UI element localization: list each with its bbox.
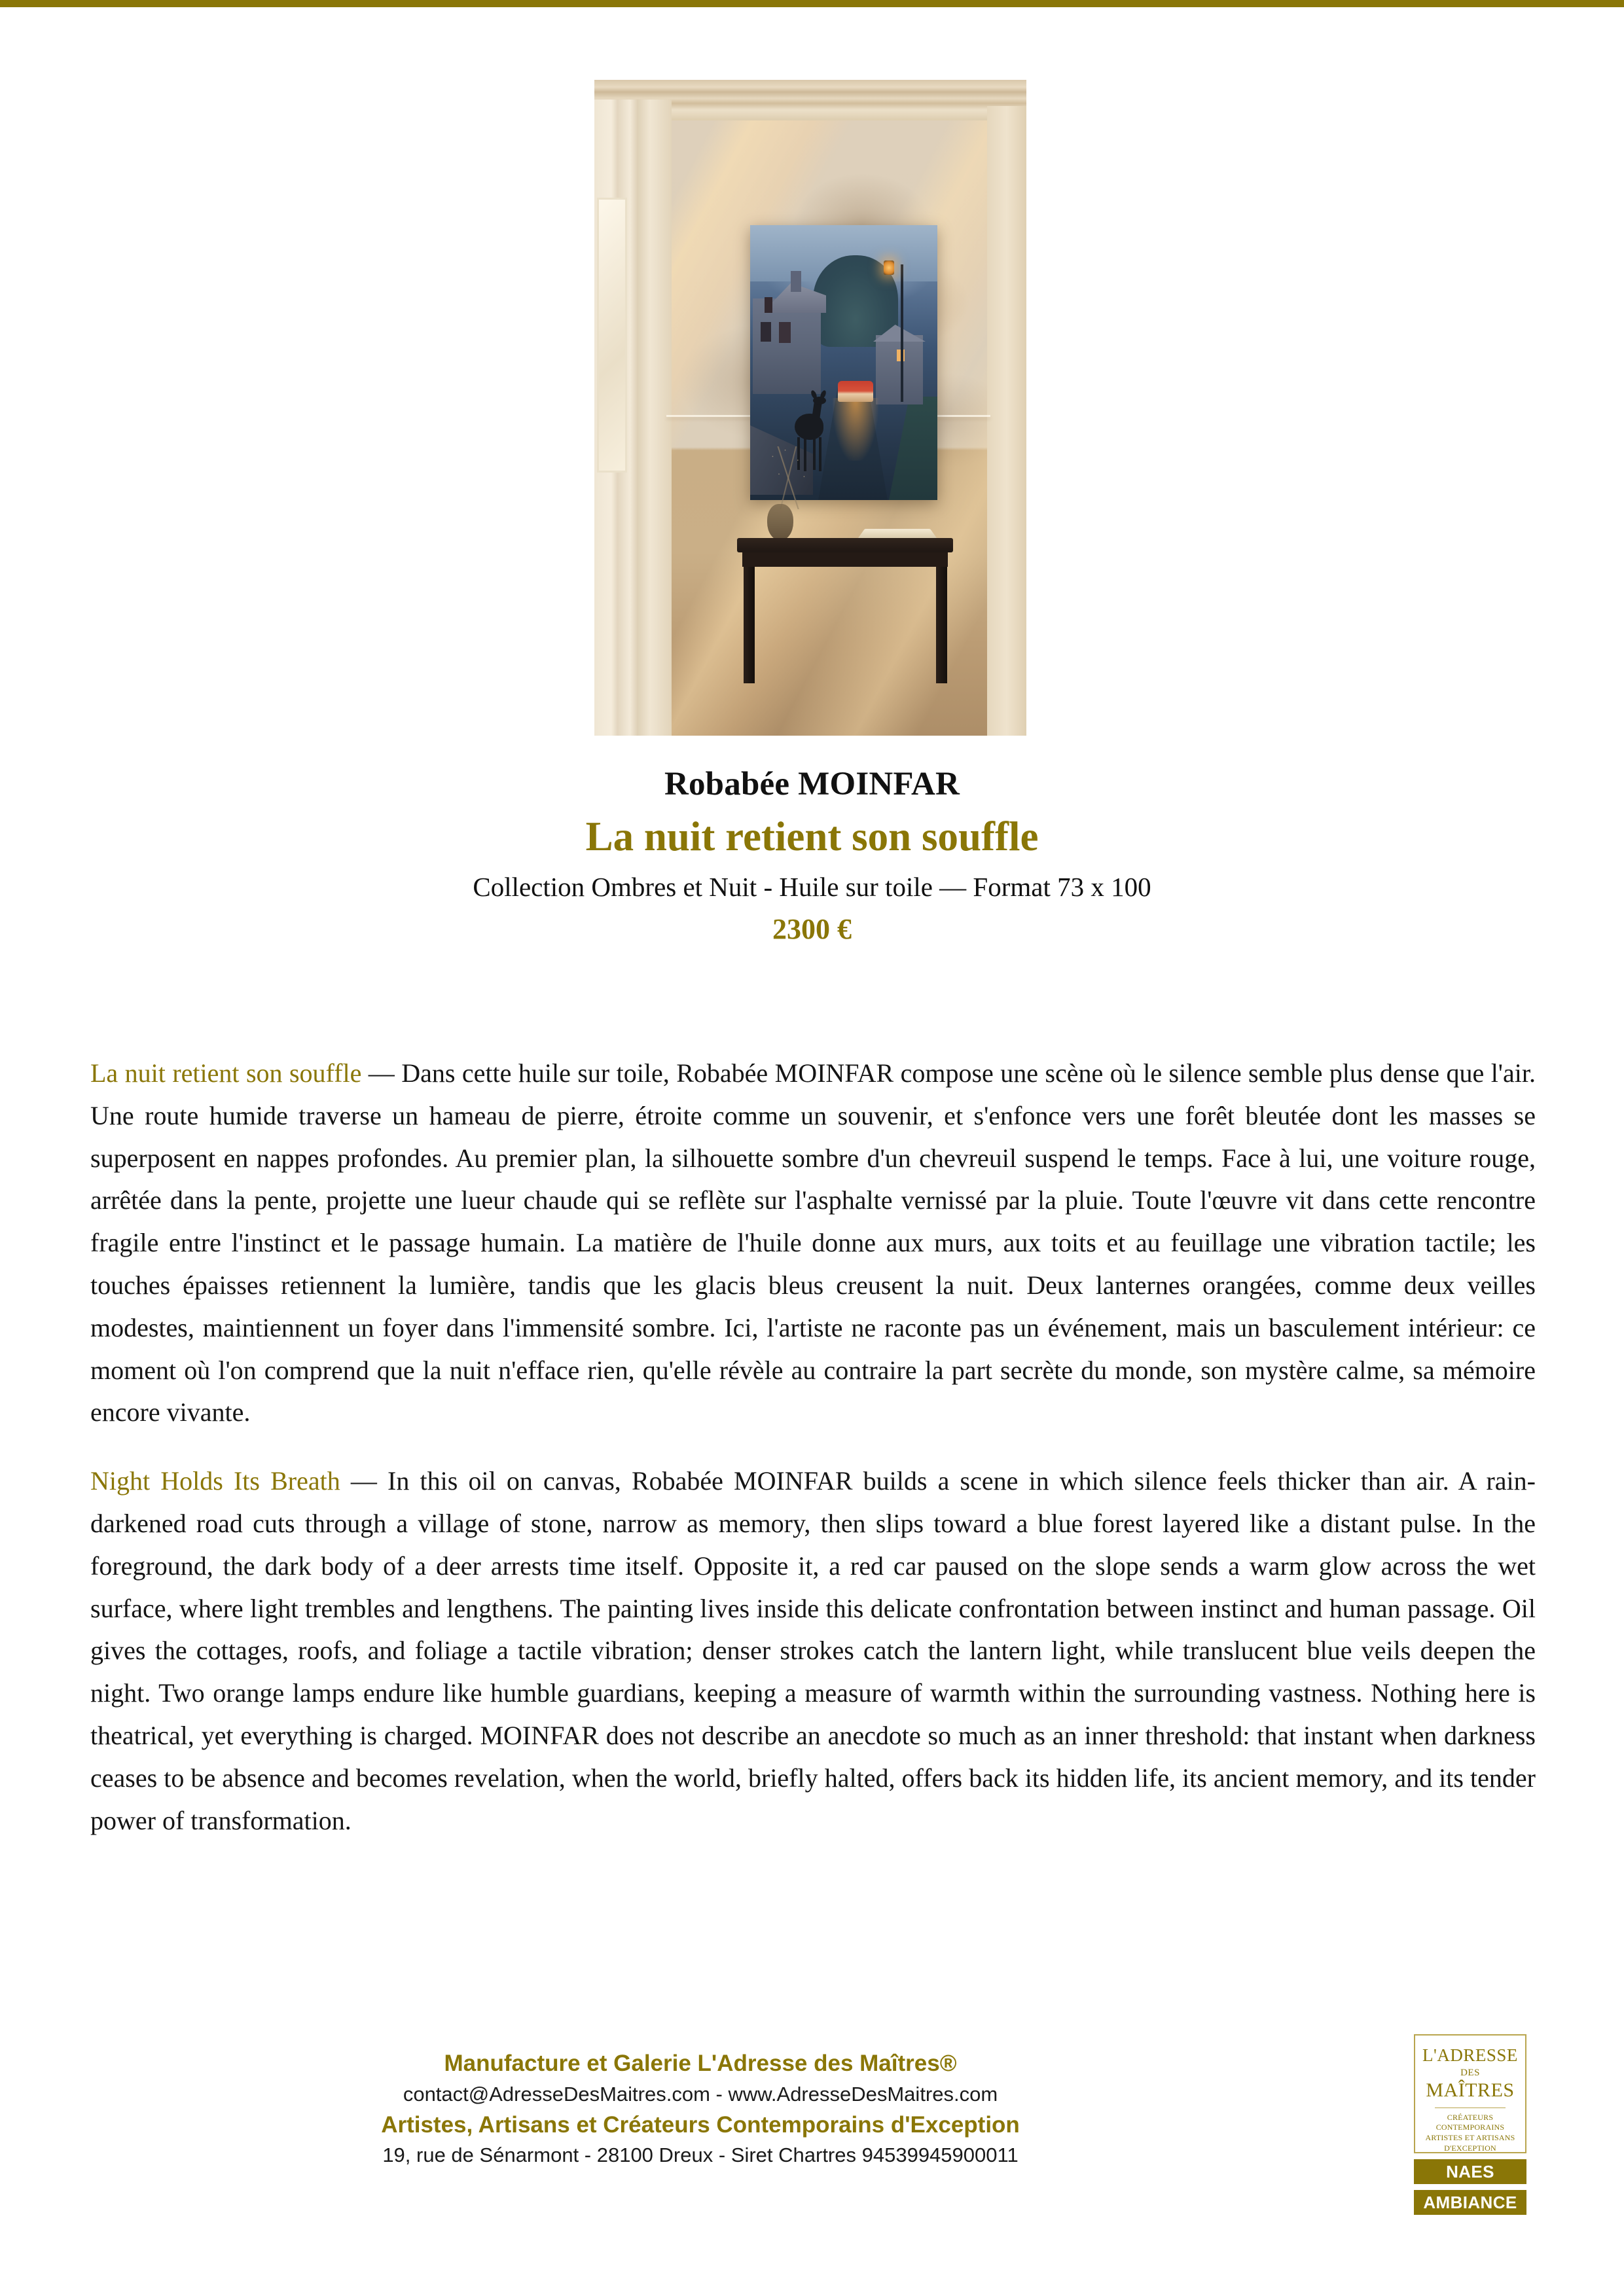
- description-lede-fr: La nuit retient son souffle: [90, 1058, 362, 1088]
- deer-leg: [819, 437, 821, 471]
- footer-tagline: Artistes, Artisans et Créateurs Contemporains d'Exception: [381, 2111, 1020, 2138]
- logo-line-maitres: MAÎTRES: [1426, 2079, 1515, 2102]
- badge-naes: NAES: [1414, 2159, 1526, 2184]
- console-table-apron: [742, 552, 948, 567]
- logo-line-adresse: L'ADRESSE: [1422, 2045, 1518, 2065]
- painted-lantern: [884, 260, 894, 275]
- adresse-des-maitres-logo: [1414, 2034, 1526, 2153]
- painted-window: [779, 322, 791, 343]
- footer-company-name: Manufacture et Galerie L'Adresse des Maîtres®: [444, 2051, 957, 2076]
- painted-headlight-glow: [833, 398, 878, 461]
- top-gold-rule: [0, 0, 1624, 7]
- painted-chimney: [791, 271, 801, 292]
- page-title: La nuit retient son souffle: [585, 814, 1039, 860]
- dried-branches: [763, 446, 816, 509]
- console-table-leg: [744, 567, 755, 683]
- artwork-subtitle: Collection Ombres et Nuit - Huile sur toile — Format 73 x 100: [473, 872, 1151, 903]
- logo-subline-artistes: ARTISTES ET ARTISANS: [1425, 2133, 1515, 2143]
- artwork-photo: [594, 80, 1026, 736]
- console-table-top: [737, 538, 953, 552]
- logo-line-des: DES: [1460, 2067, 1480, 2078]
- painted-red-car: [838, 381, 873, 402]
- artwork-title-block: [0, 764, 1624, 947]
- description-body-fr: — Dans cette huile sur toile, Robabée MOINFAR compose une scène où le silence semble plus dense que l'air. Une route humide traverse un hameau de pierre, étroite comme un souvenir, et s'enfonce vers une forêt bleutée dont les masses se superposent en nappes profondes. Au premier plan, la silhouette sombre d'un chevreuil suspend le temps. Face à lui, une voiture rouge, arrêtée dans la pente, projette une lueur chaude qui se reflète sur l'asphalte vernissé par la pluie. Toute l'œuvre vit dans cette rencontre fragile entre l'instinct et le passage humain. La matière de l'huile donne aux murs, aux toits et au feuillage une vibration tactile; les touches épaisses retiennent la lumière, tandis que les glacis bleus creusent la nuit. Deux lanternes orangées, comme deux veilles modestes, maintiennent un foyer dans l'immensité sombre. Ici, l'artiste ne raconte pas un événement, mais un basculement intérieur: ce moment où l'on comprend que la nuit n'efface rien, qu'elle révèle au contraire la part secrète du monde, son mystère calme, sa mémoire encore vivante.: [90, 1058, 1536, 1427]
- footer-address: 19, rue de Sénarmont - 28100 Dreux - Siret Chartres 94539945900011: [382, 2144, 1019, 2167]
- hallway-interior-photo: [594, 80, 1026, 736]
- painted-window: [761, 322, 771, 342]
- painted-hedge: [889, 397, 937, 500]
- painted-window: [765, 297, 772, 313]
- window-glass: [597, 198, 627, 473]
- logo-subline-createurs: CRÉATEURS CONTEMPORAINS: [1435, 2112, 1505, 2132]
- description-body-en: — In this oil on canvas, Robabée MOINFAR builds a scene in which silence feels thicker than air. A rain-darkened road cuts through a village of stone, narrow as memory, then slips toward a blue forest layered like a distant pulse. In the foreground, the dark body of a deer arrests time itself. Opposite it, a red car paused on the slope sends a warm glow across the wet surface, where light trembles and lengthens. The painting lives inside this delicate confrontation between instinct and human passage. Oil gives the cottages, roofs, and foliage a tactile vibration; denser strokes catch the lantern light, while translucent blue veils deepen the night. Two orange lamps endure like humble guardians, keeping a measure of warmth within the surrounding vastness. Nothing here is theatrical, yet everything is charged. MOINFAR does not describe an anecdote so much as an inner threshold: that instant when darkness ceases to be absence and becomes revelation, when the world, briefly halted, offers back its hidden life, its ancient memory, and its tender power of transformation.: [90, 1466, 1536, 1835]
- door-jamb: [987, 106, 1026, 736]
- artist-name: Robabée MOINFAR: [664, 766, 960, 802]
- brand-logo-block: [1407, 2034, 1536, 2215]
- footer: [0, 2049, 1624, 2169]
- footer-contact[interactable]: contact@AdresseDesMaitres.com - www.AdresseDesMaitres.com: [403, 2082, 998, 2106]
- description-paragraph-fr: [90, 1052, 1536, 1434]
- description-section: [90, 1052, 1536, 1842]
- badge-ambiance: AMBIANCE: [1414, 2190, 1526, 2215]
- footer-text-block: [0, 2049, 1401, 2169]
- description-paragraph-en: [90, 1460, 1536, 1842]
- glass-vase: [767, 504, 793, 541]
- console-table-leg: [936, 567, 947, 683]
- painted-lamp-post: [901, 264, 903, 402]
- window-frame: [594, 99, 672, 736]
- artwork-price: 2300 €: [772, 913, 852, 946]
- logo-subline-exception: D'EXCEPTION: [1444, 2144, 1496, 2153]
- painted-second-house: [876, 335, 923, 404]
- description-lede-en: Night Holds Its Breath: [90, 1466, 340, 1496]
